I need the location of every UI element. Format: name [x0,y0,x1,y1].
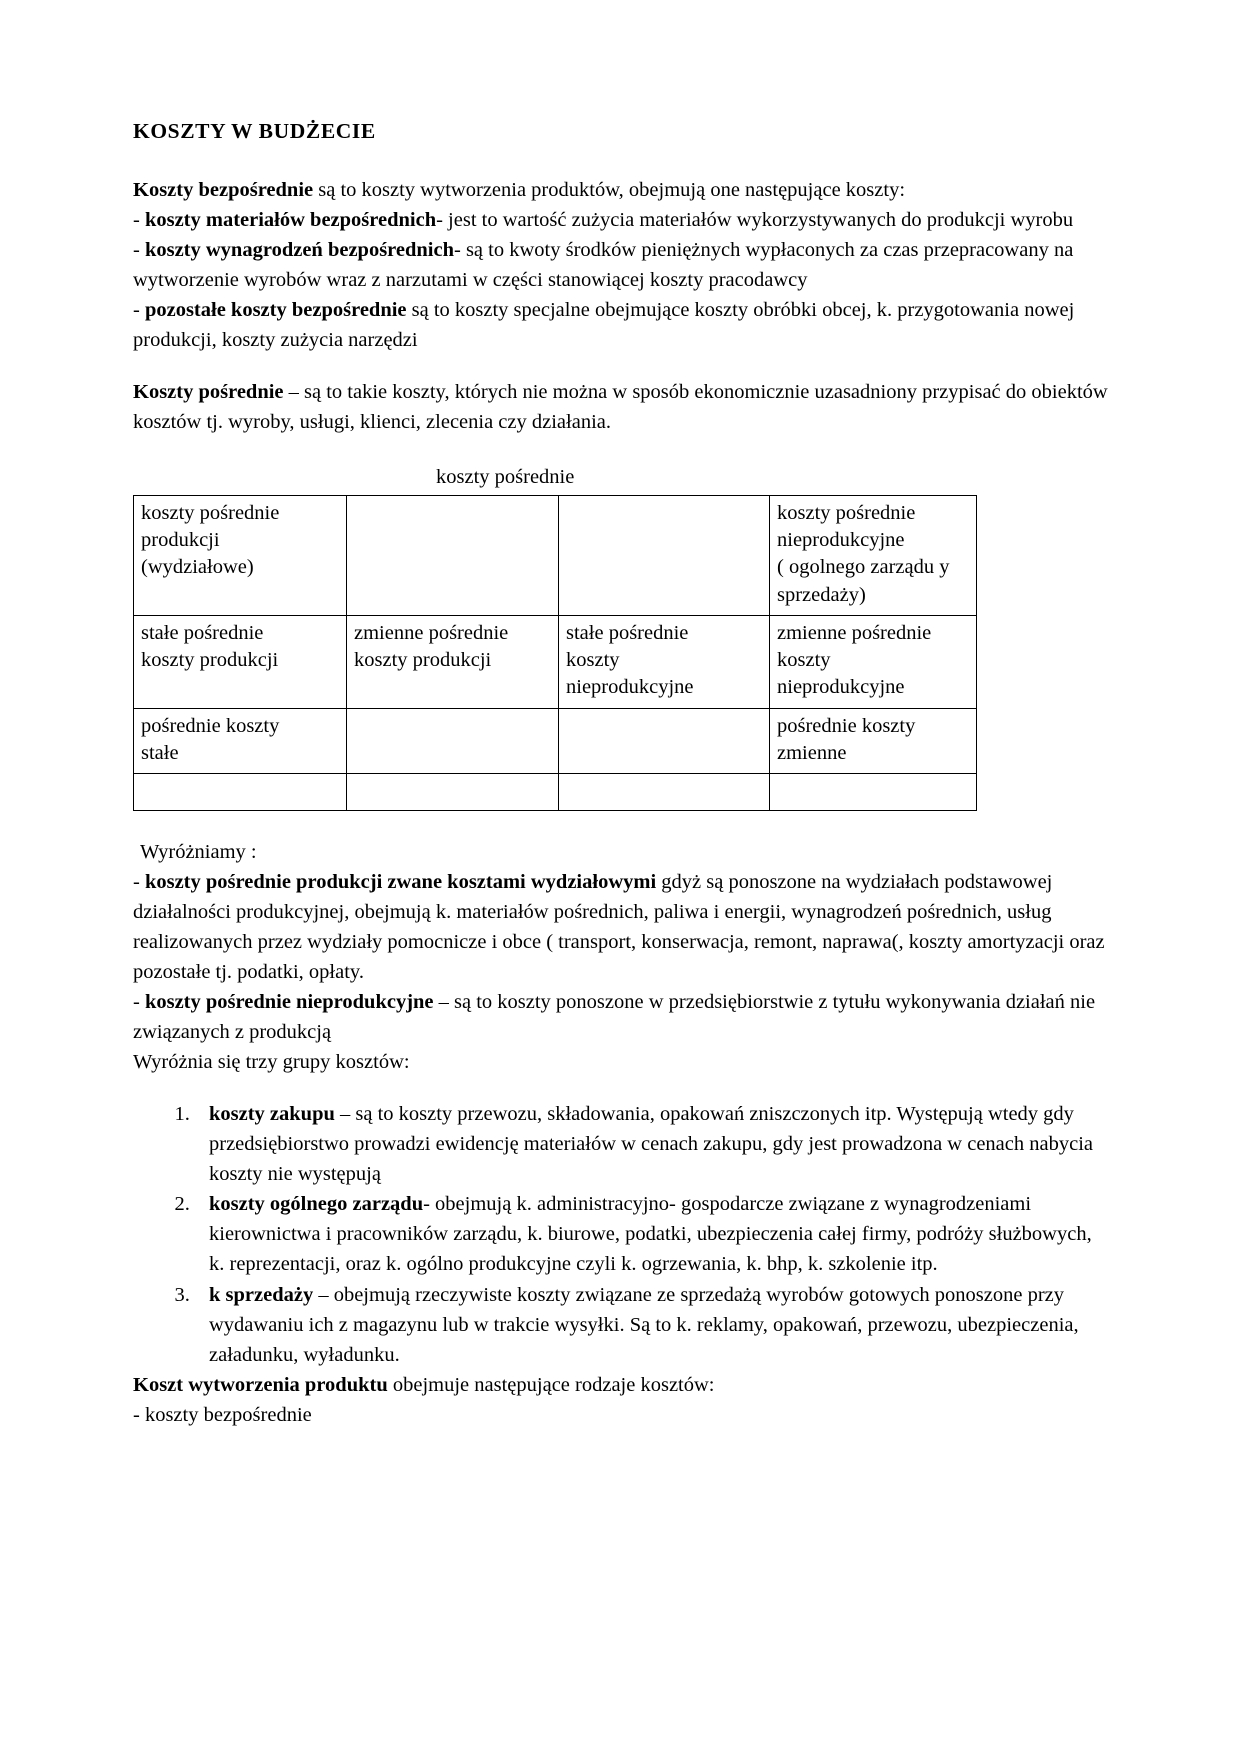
table-cell [770,615,977,708]
table-cell [347,774,559,811]
dash-marker: - [133,871,145,894]
paragraph-indirect-costs [133,377,1108,437]
cell-line: nieprodukcyjne [777,676,905,699]
paragraph-groups-intro: Wyróżnia się trzy grupy kosztów: [133,1051,410,1074]
table-cell [134,708,347,774]
dash-marker: - [133,208,145,231]
direct-material-costs-rest: - jest to wartość zużycia materiałów wykorzystywanych do produkcji wyrobu [436,208,1074,231]
direct-costs-lead-bold: Koszty bezpośrednie [133,178,314,201]
purchase-costs-rest: – są to koszty przewozu, składowania, opakowań zniszczonych itp. Występują wtedy gdy przedsiębiorstwo prowadzi ewidencję materiałów w cenach zakupu, gdy jest prowadzona w cenach nabycia koszty nie występują [209,1103,1093,1186]
cell-line: zmienne [777,741,847,764]
cell-line: nieprodukcyjne [566,676,694,699]
cell-line: stałe pośrednie [141,621,264,644]
cell-line: produkcji [141,529,220,552]
paragraph-product-cost-item: - koszty bezpośrednie [133,1403,312,1426]
cell-line: zmienne pośrednie [777,621,932,644]
direct-costs-lead-rest: są to koszty wytworzenia produktów, obejmują one następujące koszty: [313,178,906,201]
cell-line: koszty produkcji [141,649,279,672]
cell-line: stałe [141,741,179,764]
list-item [195,1099,1108,1189]
table-caption: koszty pośrednie [436,466,575,489]
cell-line: koszty pośrednie [141,501,280,524]
selling-costs-bold: k sprzedaży [209,1283,314,1306]
table-row [134,708,977,774]
other-direct-costs-bold: pozostałe koszty bezpośrednie [144,299,407,321]
table-cell [559,774,770,811]
table-cell [559,495,770,615]
paragraph-direct-material-costs [133,205,1108,235]
cell-line: koszty [566,649,620,672]
indirect-costs-table-block [133,463,1108,811]
table-cell [770,708,977,774]
departmental-costs-rest: gdyż są ponoszone na wydziałach podstawowej działalności produkcyjnej, obejmują k. materiałów pośrednich, paliwa i energii, wynagrodzeń pośrednich, usług realizowanych przez wydziały pomocnicze i obce ( transport, konserwacja, remont, naprawa(, koszty amortyzacji oraz pozostałe tj. podatki, opłaty. [133,871,1105,984]
product-cost-lead-bold: Koszt wytworzenia produktu [133,1373,388,1396]
paragraph-distinguish-intro: Wyróżniamy : [140,841,257,864]
table-cell [347,615,559,708]
table-cell [559,708,770,774]
nonproduction-indirect-costs-rest: – są to koszty ponoszone w przedsiębiorstwie z tytułu wykonywania działań nie związanych z produkcją [133,991,1096,1044]
cell-line: koszty pośrednie [777,501,916,524]
paragraph-departmental-costs [133,867,1108,987]
product-cost-lead-rest: obejmuje następujące rodzaje kosztów: [387,1373,715,1396]
cell-line: stałe pośrednie [566,621,689,644]
table-row [134,615,977,708]
table-cell [347,495,559,615]
indirect-costs-lead-rest: – są to takie koszty, których nie można w sposób ekonomicznie uzasadniony przypisać do obiektów kosztów tj. wyroby, usługi, klienci, zlecenia czy działania. [133,381,1108,434]
selling-costs-rest: – obejmują rzeczywiste koszty związane ze sprzedażą wyrobów gotowych ponoszone przy wydawaniu ich z magazynu lub w trakcie wysyłki. Są to k. reklamy, opakowań, przewozu, ubezpieczenia, załadunku, wyładunku. [209,1283,1079,1366]
general-management-costs-bold: koszty ogólnego zarządu [209,1193,424,1216]
other-direct-costs-rest: są to koszty specjalne obejmujące koszty obróbki obcej, k. przygotowania nowej produkcji, koszty zużycia narzędzi [133,299,1075,352]
table-cell [134,495,347,615]
table-cell [134,774,347,811]
table-cell [347,708,559,774]
dash-marker: - [133,238,145,261]
cell-line: ( ogolnego zarządu y [777,556,950,579]
page-title: KOSZTY W BUDŻECIE [133,119,376,143]
paragraph-nonproduction-indirect-costs [133,987,1108,1047]
paragraph-direct-wage-costs [133,235,1108,295]
indirect-costs-lead-bold: Koszty pośrednie [133,381,284,404]
dash-marker: - [133,991,145,1014]
cell-line: koszty [777,649,831,672]
paragraph-other-direct-costs [133,295,1108,355]
table-cell [770,495,977,615]
departmental-costs-bold: koszty pośrednie produkcji zwane kosztami wydziałowymi [144,871,657,894]
table-cell [559,615,770,708]
general-management-costs-rest: - obejmują k. administracyjno- gospodarcze związane z wynagrodzeniami kierownictwa i pracowników zarządu, k. biurowe, podatki, ubezpieczenia całej firmy, podróży służbowych, k. reprezentacji, oraz k. ogólno produkcyjne czyli k. ogrzewania, k. bhp, k. szkolenie itp. [209,1193,1092,1276]
paragraph-product-cost-lead [133,1370,1108,1400]
table-cell [134,615,347,708]
cell-line: sprzedaży) [777,583,866,606]
cell-line: nieprodukcyjne [777,529,905,552]
indirect-costs-table [133,495,977,811]
table-cell [770,774,977,811]
purchase-costs-bold: koszty zakupu [209,1103,335,1126]
cell-line: koszty produkcji [354,649,492,672]
table-row [134,774,977,811]
direct-material-costs-bold: koszty materiałów bezpośrednich [144,208,437,231]
direct-wage-costs-bold: koszty wynagrodzeń bezpośrednich [144,238,454,261]
cost-groups-list [133,1099,1108,1369]
cell-line: pośrednie koszty [141,714,280,737]
direct-wage-costs-rest: - są to kwoty środków pieniężnych wypłaconych za czas przepracowany na wytworzenie wyrobów wraz z narzutami w części stanowiącej koszty pracodawcy [133,238,1074,291]
cell-line: (wydziałowe) [141,556,254,579]
list-item [195,1280,1108,1370]
dash-marker: - [133,299,145,321]
cell-line: pośrednie koszty [777,714,916,737]
nonproduction-indirect-costs-bold: koszty pośrednie nieprodukcyjne [144,991,434,1014]
list-item [195,1189,1108,1279]
paragraph-direct-costs-lead [133,175,1108,205]
cell-line: zmienne pośrednie [354,621,509,644]
table-row [134,495,977,615]
